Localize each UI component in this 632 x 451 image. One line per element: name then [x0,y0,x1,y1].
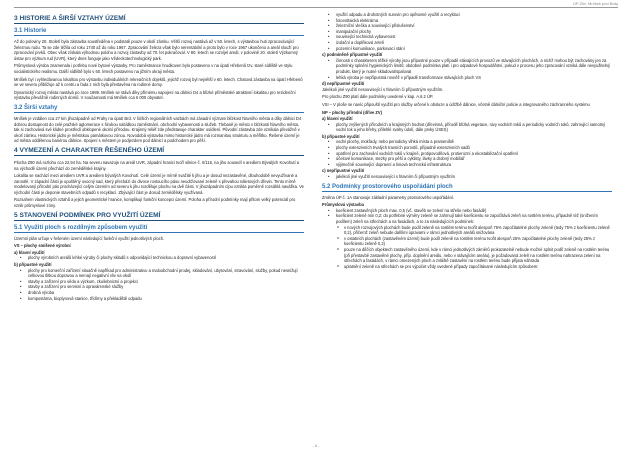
paragraph: Dynamický rozvoj města nastává po roce 1989. Mníšek se stává díky přímému napojení na dálnici D4 a blízké příměstské atraktivní lokalitou pro rezidenční výstavbu převážně rodinných domů. V současnosti má Mníšek cca 6 000 obyvatel. [14,89,296,101]
np-permitted-use-label: b) přípustné využití [322,133,360,139]
paragraph: Průmyslová výroba znamenala i potřebu nové bytové výstavby. Pro zaměstnance hrudkoven bylo postaveno v na úpatí Hřebenů tzv. staré sídliště ve stylu socialistického realismu. Další sídliště bylo v 60. letech postaveno na jižním okraji města. [14,63,293,74]
np-main-use-label: a) hlavní využití [322,116,353,122]
section-3-heading: 3 HISTORIE A ŠIRŠÍ VZTAHY ÚZEMÍ [14,15,304,24]
sub-list-item: o pouze na dílčích objektech zastavěného území, kde v rámci jednotlivých záměrů prokazatelně nebude možné splnit podíl zeleně na rostlém terénu (při přestavbě zastavěné plochy, příp. doplnění areálu, nebo v stávajícím areálu), je požadovaná zeleň na rostlém terénu nahrazena zelení na střechách a fasádách, v rámci omezených ploch a zvláště zastavění na rostlém terénu bude přijata náhrada [322,247,612,264]
sub-list-item: o v nových rozvojových plochách bude podíl zeleně na rostlém terénu tvořit alespoň 75% započitatelné plochy zeleně (tedy 75% z koeficientu zeleně 0,2), přičemž zeleň nebude dalšími úpravami v rámci jednotlivých areálů snižována [322,225,612,236]
paragraph: Územní plán určuje v řešeném území následující funkční využití jednotlivých ploch. [14,235,165,241]
paragraph: Mníšek byl i vyhledávanou lokalitou pro výstavbu individuálních rekreačních objektů, jejichž rozvoj byl největší v 60. letech. Chatová zástavba na úpatí Hřebenů se ve severu přibližuje až k centru a řada z nich byla přestavěna na rodinné domy. [14,76,303,88]
running-header: ÚP Zlív, Mníšek pod Brdy [573,1,618,6]
list-item: • jakékoli jiné využití nesouvisející s hlavním či přípustným využitím [322,174,612,180]
main-use-list [14,255,304,261]
list-item: • stavby a zařízení pro vědu a výzkum, zkušebnictví a projekci [14,279,304,285]
list-item: • manipulační plochy [322,29,612,35]
right-column [322,12,612,269]
section-5-heading: 5 STANOVENÍ PODMÍNEK PRO VYUŽITÍ ÚZEMÍ [14,212,304,221]
conditional-use-list [322,58,612,80]
np-forbidden-use-list [322,174,612,180]
list-item: • vodní plochy, mokřady, nebo periodicky vlhká místa a prameniště [322,139,612,145]
paragraph: VSI – V ploše se navíc připouští využití pro služby určené k obsluze a údržbě dálnice, včetně dálniční policie a integrovaného záchranného systému [322,101,590,107]
vs-title: VS – plochy smíšené výrobní [14,243,71,249]
sub-list-item: o uplatnění zeleně na střechách se pro výpočet vždy uvedené případy započítávané následujícím způsobem: [322,264,612,270]
permitted-use-label: b) přípustné využití [14,262,52,268]
paragraph: Lokalita se nachází mezi areálem UVR a areálem bývalých Kovohutí. Celé území je mírně svažité k jihu a je dosud nezastavěné, dlouhodobě nevyužívané a zarostlé. V západní části je opuštěný ovocný sad, který přechází do divoce rostoucího pásu neudržované zeleně s převahou náletových dřevin. Tento mírně modelovaný přírodní pás procházející celým územím od severu k jihu rozděluje plochu na dvě části. V jihozápadním cípu vznikla poměrně rozsáhlá navážka. Ve východní části je deponie stavebních odpadů s recyklací. Zbývající část je dosud zemědělsky využívaná. [14,173,304,195]
paragraph: Jakékoli jiné využití nesouvisející s hlavním či přípustným využitím. [322,86,444,92]
list-item: • plochy výrobních areálů lehké výroby či plochy skladů s odpovídající technickou a dopravní vybaveností [14,255,304,261]
np-permitted-use-list [322,139,612,167]
list-item: • plochy extenzivních trvalých travních porostů, případně extenzivních sadů [322,145,612,151]
list-item: • opatření pro zachování vodních toků v krajině, protipovodňová, protierozní a ekostabilizační opatření [322,151,612,157]
forbidden-use-label: d) nepřípustné využití [322,81,365,87]
section-4-heading: 4 VYMEZENÍ A CHARAKTER ŘEŠENÉHO ÚZEMÍ [14,147,304,156]
conditional-use-label: c) podmíněně přípustné využití [322,52,383,58]
section-3-2-heading: 3.2 Širší vztahy [14,105,304,113]
header-rule [14,7,618,8]
page-number: - 6 - [312,443,320,448]
sub-list-item: o v ostatních plochách (zastavěném území) bude podíl zeleně na rostlém terénu tvořit alespoň 25% započitatelné plochy zeleně (tedy 25% z koeficientu zeleně 0,2) [322,236,612,247]
list-item: • železniční vlečka a související přislušenství [322,23,612,29]
np-title: NP – plochy přírodní (dříve ZV) [322,109,382,115]
list-item: • kompostárna, bioplynová stanice, třídírny a překladiště odpadu [14,296,304,302]
list-item: • drobná výroba [14,290,304,296]
section-3-1-heading: 3.1 Historie [14,28,304,36]
paragraph: Až do poloviny 20. Století byla zástavba soustředěna v podstatě pouze v okolí zámku. Větší rozvoj nastává až v 50. letech, s výstavbou huti zpracovávající železnou rudu. Ta se zde těžila od roku 1740 až do roku 1967. Zpracování železa však bylo nerentabilní a proto bylo v roce 1967 ukončeno a areál slouží pro zpracování prvků. Obec však získala výhodnou polohu a rozvoj zástavby od 70. let pokračoval. V 80. letech se rozvíjel areál, v polovině 20. století Výzkumný ústav pro výzkum rud (UVR), který dnes funguje jako Vědeckotechnologický park. [14,39,299,61]
main-use-label: a) hlavní využití [14,249,45,255]
left-column [14,12,304,301]
industrial-parameters-list [322,208,612,270]
section-5-1-heading: 5.1 Využití ploch s rozdílným způsobem využití [14,225,304,233]
list-item: • plochy pro komerční zařízení situačně napříkad pro administrativu a maloobchodní prodej, skladování, ubytování, stravování, služby, pokud nesnižují celkovou tlitkou dopravou a nemají negativní vliv na okolí [14,268,304,279]
paragraph: Rozsahem vlastnických vztahů a jejich geometrické hranice, komplikují funkční koncepci území. Poloha a přírodní podmínky mají přitom velký potenciál pro vznik průmyslové zóny. [14,197,296,209]
list-item: • koeficient zeleně min 0,2; do potřebné výměry zeleně se zahrnují také koeficientu se započítává zeleň na rostlém terénu, případně též (snížením podílem) zeleň na střechách a na fasádách, a to za následujících podmínek: [322,213,612,224]
paragraph: Mníšek je vzdálen cca 27 km jihozápadně od Prahy na úpatí Brd. V širších regionálních vazbách má zásadní význam blízkost hlavního města a díky dálnici D4 dobrou dostupnost do celé pražské aglomerace s širokou nabídkou zaměstnání, obchodní vybavenosti a služeb. Tlebaně je město v blízkosti hlavního města, tak si zachovává své klidné prostředí obklopené okolní přírodou. Krajinný reliéf zde představuje charakter osídlení. Původní zástavba zde vznikala převážně v okolí zámku. Historické jádro je městskou památkovou zónou. Novodobá výstavba mimo historické jádro má rozmanitou strukturu a měřítko. Řešené území je od města oddělenou bariérou dálnice. Spojení s městem je podjezdem pod dálnicí a podchodem pro pěší. [14,115,302,144]
permitted-use-list [14,268,304,302]
np-main-use-list [322,122,612,133]
list-item: • stavby a zařízení pro servisní a opravárenské služby [14,284,304,290]
list-item: • lehká výroba je nepřípustná rovněž v případě transformace stávajících ploch VS [322,75,612,81]
permitted-use-list-continued [322,12,612,51]
list-item: • pozemní komunikace, parkovací stání [322,46,612,52]
list-item: • fotovoltaická elektrárna [322,18,612,24]
list-item: • účelové komunikace, stezky pro pěší a cyklisty, lávky a drobný mobiliář [322,156,612,162]
paragraph: Změna ÚP č. 1A stanovuje základní parametry prostorového uspořádání. [322,194,455,200]
np-forbidden-use-label: c) nepřípustné využití [322,168,365,174]
paragraph: Plocha Z90 má rozlohu cca 22,94 ha. Na severu navazuje na areál UVR, západní hranici tvoří silnice č. II/116, na jihu sousedí s areálem Bývalých Kovohutí a na východě území přechází do zemědělské krajiny. [14,159,300,171]
section-5-2-heading: 5.2 Podmínky prostorového uspořádání ploch [322,184,612,192]
list-item: • plochy zvýšených přírodních a krajinných hodnot (dřevinná, přírodě blízká vegetace, nivy vodních toků a periodicky vodních toků, zahrnující samotný vodní tok a jeho břehy, přilehlé svahy údolí, dále prvky ÚSES) [322,122,612,133]
industrial-construction-label: Průmyslová výstavba [322,202,364,208]
list-item: • koeficient zastavěných ploch max. 0,5 (vč. stavěb se zelení na střeše nebo fasádě) [322,208,612,214]
list-item: • činnosti s charakterem těžké výroby jsou přípustné pouze v případě stávajících provozů ve stávajících plochách, a nichž mohou být zachovány jen za podmínky splnění hygienických limitů; obdobné podmínka platí i pro odpadové hospodářství, pokud v procesu jeho zpracování vzniká dále nevyužitelný produkt, který je nutné skladovat/spalovat [322,58,612,75]
list-item: • související technická vybavenost [322,34,612,40]
list-item: • výjimečně související dopravní a liniová technická infrastruktura [322,162,612,168]
paragraph: Pro plochu Z90 platí dále podmínky uvedené v kap. A.6.2 ÚP. [322,94,434,100]
list-item: • izolační a doplňková zeleň [322,40,612,46]
list-item: • využití odpadu a druhotných surovin pro opětovné využití a recyklaci [322,12,612,18]
